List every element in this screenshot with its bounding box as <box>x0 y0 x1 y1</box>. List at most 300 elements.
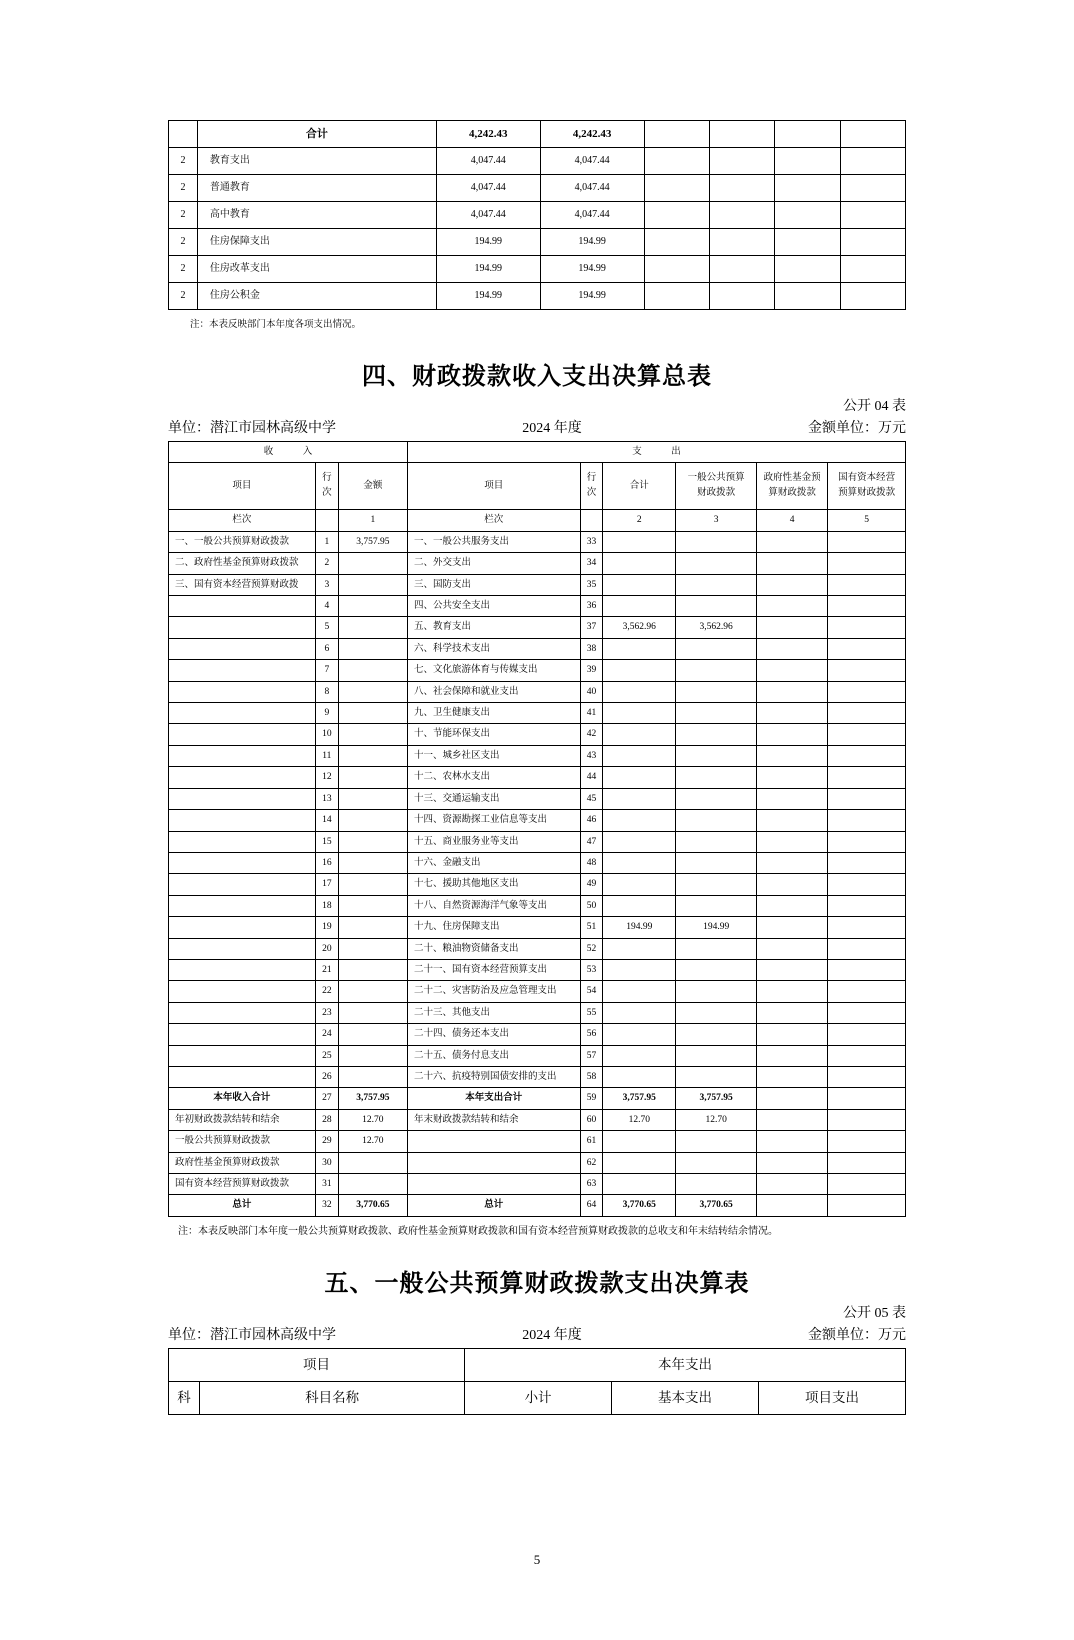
table-row <box>169 1088 906 1109</box>
table-row <box>169 788 906 809</box>
cell-income-rowno: 12 <box>315 767 338 788</box>
cell-income-amount <box>338 638 407 659</box>
col-index-3: 3 <box>676 510 757 531</box>
year-label-5: 2024 年度 <box>522 1327 582 1343</box>
cell-expense-item: 年末财政拨款结转和结余 <box>407 1109 580 1130</box>
cell-expense-rowno: 64 <box>580 1195 603 1216</box>
cell-expense-total <box>603 1131 676 1152</box>
cell-general-budget <box>676 895 757 916</box>
cell-expense-item: 十七、援助其他地区支出 <box>407 874 580 895</box>
cell-expense-rowno: 50 <box>580 895 603 916</box>
cell-state-capital <box>828 745 906 766</box>
cell-expense-item: 十二、农林水支出 <box>407 767 580 788</box>
cell-blank <box>840 256 905 283</box>
cell-blank <box>709 121 774 148</box>
cell-expense-item <box>407 1131 580 1152</box>
header-col-label-left: 栏次 <box>169 510 316 531</box>
table-note-4: 注：本表反映部门本年度一般公共预算财政拨款、政府性基金预算财政拨款和国有资本经营预算财政拨款的总收支和年末结转结余情况。 <box>178 1225 778 1237</box>
cell-general-budget <box>676 681 757 702</box>
cell-income-amount <box>338 1174 407 1195</box>
cell-general-budget <box>676 810 757 831</box>
table-row <box>169 531 906 552</box>
cell-expense-total <box>603 660 676 681</box>
cell-gov-fund <box>757 1174 828 1195</box>
cell-expense-item: 十九、住房保障支出 <box>407 917 580 938</box>
table-row <box>169 810 906 831</box>
cell-income-rowno: 15 <box>315 831 338 852</box>
cell-income-item <box>169 596 316 617</box>
cell-v2: 194.99 <box>540 256 644 283</box>
cell-income-item <box>169 959 316 980</box>
cell-expense-item: 二十三、其他支出 <box>407 1002 580 1023</box>
cell-gov-fund <box>757 788 828 809</box>
cell-blank <box>840 175 905 202</box>
cell-expense-item: 六、科学技术支出 <box>407 638 580 659</box>
table-row <box>169 1174 906 1195</box>
cell-expense-rowno: 34 <box>580 553 603 574</box>
cell-code: 2 <box>169 283 198 310</box>
cell-general-budget <box>676 852 757 873</box>
header-expense-total: 合计 <box>603 463 676 510</box>
cell-expense-total <box>603 788 676 809</box>
cell-expense-rowno: 58 <box>580 1066 603 1087</box>
cell-state-capital <box>828 895 906 916</box>
cell-blank <box>644 175 709 202</box>
cell-income-amount <box>338 745 407 766</box>
cell-state-capital <box>828 1131 906 1152</box>
cell-expense-total <box>603 831 676 852</box>
cell-general-budget <box>676 1174 757 1195</box>
header-col-general: 一般公共预算 财政拨款 <box>676 463 757 510</box>
cell-expense-item: 总计 <box>407 1195 580 1216</box>
cell-expense-item: 二十一、国有资本经营预算支出 <box>407 959 580 980</box>
cell-expense-item: 七、文化旅游体育与传媒支出 <box>407 660 580 681</box>
header-col-capital: 国有资本经营 预算财政拨款 <box>828 463 906 510</box>
cell-income-rowno: 32 <box>315 1195 338 1216</box>
cell-gov-fund <box>757 681 828 702</box>
cell-v2: 194.99 <box>540 283 644 310</box>
table-row <box>169 175 906 202</box>
cell-gov-fund <box>757 1195 828 1216</box>
cell-general-budget <box>676 767 757 788</box>
cell-expense-item: 四、公共安全支出 <box>407 596 580 617</box>
cell-gov-fund <box>757 852 828 873</box>
cell-gov-fund <box>757 831 828 852</box>
cell-expense-item: 八、社会保障和就业支出 <box>407 681 580 702</box>
cell-state-capital <box>828 1024 906 1045</box>
cell-expense-total: 3,757.95 <box>603 1088 676 1109</box>
cell-state-capital <box>828 852 906 873</box>
table-row <box>169 202 906 229</box>
table-row <box>169 745 906 766</box>
cell-income-rowno: 20 <box>315 938 338 959</box>
cell-general-budget <box>676 1002 757 1023</box>
amount-unit-4: 金额单位：万元 <box>808 421 906 436</box>
table-row <box>169 617 906 638</box>
cell-income-rowno: 29 <box>315 1131 338 1152</box>
cell-income-amount <box>338 917 407 938</box>
table-subheader-row <box>169 1381 906 1414</box>
cell-name: 住房保障支出 <box>197 229 436 256</box>
cell-income-item <box>169 788 316 809</box>
col-index-4: 4 <box>757 510 828 531</box>
cell-expense-item: 十六、金融支出 <box>407 852 580 873</box>
cell-blank <box>644 121 709 148</box>
cell-blank <box>840 121 905 148</box>
cell-expense-total: 194.99 <box>603 917 676 938</box>
cell-state-capital <box>828 1088 906 1109</box>
cell-expense-total <box>603 959 676 980</box>
cell-expense-rowno: 57 <box>580 1045 603 1066</box>
cell-general-budget <box>676 724 757 745</box>
cell-v1: 194.99 <box>436 229 540 256</box>
cell-expense-item: 十一、城乡社区支出 <box>407 745 580 766</box>
cell-blank <box>644 256 709 283</box>
cell-income-amount <box>338 596 407 617</box>
unit-label-5: 单位：潜江市园林高级中学 <box>168 1327 336 1343</box>
cell-gov-fund <box>757 895 828 916</box>
table-row <box>169 895 906 916</box>
cell-income-item <box>169 617 316 638</box>
cell-state-capital <box>828 703 906 724</box>
cell-state-capital <box>828 917 906 938</box>
amount-unit-5: 金额单位：万元 <box>808 1327 906 1343</box>
cell-income-item <box>169 1045 316 1066</box>
cell-expense-rowno: 53 <box>580 959 603 980</box>
cell-expense-total <box>603 681 676 702</box>
cell-expense-rowno: 63 <box>580 1174 603 1195</box>
cell-blank <box>315 510 338 531</box>
cell-income-item <box>169 895 316 916</box>
cell-income-item <box>169 810 316 831</box>
header-subtotal: 小计 <box>465 1381 612 1414</box>
cell-income-item <box>169 938 316 959</box>
cell-blank <box>709 256 774 283</box>
cell-income-rowno: 13 <box>315 788 338 809</box>
cell-expense-total <box>603 874 676 895</box>
header-income-amount: 金额 <box>338 463 407 510</box>
cell-expense-rowno: 49 <box>580 874 603 895</box>
cell-state-capital <box>828 874 906 895</box>
cell-expense-rowno: 61 <box>580 1131 603 1152</box>
cell-income-rowno: 26 <box>315 1066 338 1087</box>
table-row <box>169 596 906 617</box>
cell-v2: 194.99 <box>540 229 644 256</box>
cell-income-item: 总计 <box>169 1195 316 1216</box>
cell-state-capital <box>828 724 906 745</box>
cell-state-capital <box>828 1174 906 1195</box>
table-row <box>169 553 906 574</box>
cell-general-budget <box>676 959 757 980</box>
cell-income-amount <box>338 938 407 959</box>
cell-name: 普通教育 <box>197 175 436 202</box>
cell-income-item: 三、国有资本经营预算财政拨 <box>169 574 316 595</box>
cell-gov-fund <box>757 617 828 638</box>
cell-expense-total <box>603 1174 676 1195</box>
cell-income-amount <box>338 660 407 681</box>
cell-state-capital <box>828 617 906 638</box>
cell-income-amount <box>338 681 407 702</box>
cell-gov-fund <box>757 981 828 1002</box>
cell-expense-rowno: 40 <box>580 681 603 702</box>
cell-state-capital <box>828 1152 906 1173</box>
cell-state-capital <box>828 1109 906 1130</box>
year-label-4: 2024 年度 <box>522 421 582 436</box>
cell-income-item <box>169 852 316 873</box>
cell-blank <box>775 175 840 202</box>
table-header-row <box>169 463 906 510</box>
table-row <box>169 148 906 175</box>
cell-name: 住房改革支出 <box>197 256 436 283</box>
cell-expense-item: 十三、交通运输支出 <box>407 788 580 809</box>
cell-blank <box>840 229 905 256</box>
cell-general-budget <box>676 531 757 552</box>
cell-income-item <box>169 703 316 724</box>
page-number: 5 <box>533 1552 541 1567</box>
cell-state-capital <box>828 681 906 702</box>
cell-state-capital <box>828 959 906 980</box>
cell-blank <box>644 148 709 175</box>
cell-blank <box>644 229 709 256</box>
cell-blank <box>709 229 774 256</box>
cell-state-capital <box>828 788 906 809</box>
cell-name: 住房公积金 <box>197 283 436 310</box>
cell-general-budget <box>676 1066 757 1087</box>
cell-income-rowno: 19 <box>315 917 338 938</box>
cell-income-amount <box>338 852 407 873</box>
cell-gov-fund <box>757 660 828 681</box>
cell-code: 2 <box>169 256 198 283</box>
cell-expense-total <box>603 767 676 788</box>
cell-income-item <box>169 1024 316 1045</box>
cell-gov-fund <box>757 767 828 788</box>
cell-general-budget <box>676 745 757 766</box>
header-expense-rowno: 行 次 <box>580 463 603 510</box>
cell-income-rowno: 28 <box>315 1109 338 1130</box>
table-row <box>169 1152 906 1173</box>
cell-gov-fund <box>757 938 828 959</box>
cell-v1: 4,047.44 <box>436 148 540 175</box>
table-row <box>169 938 906 959</box>
table-row <box>169 1131 906 1152</box>
cell-state-capital <box>828 767 906 788</box>
cell-income-rowno: 24 <box>315 1024 338 1045</box>
fiscal-allocation-summary-table <box>168 441 906 1217</box>
header-ke-name: 科目名称 <box>200 1381 465 1414</box>
cell-state-capital <box>828 1195 906 1216</box>
cell-income-rowno: 22 <box>315 981 338 1002</box>
cell-state-capital <box>828 810 906 831</box>
cell-income-item <box>169 724 316 745</box>
cell-state-capital <box>828 981 906 1002</box>
cell-general-budget <box>676 1152 757 1173</box>
cell-income-rowno: 16 <box>315 852 338 873</box>
cell-expense-item: 十、节能环保支出 <box>407 724 580 745</box>
cell-income-rowno: 31 <box>315 1174 338 1195</box>
cell-state-capital <box>828 831 906 852</box>
cell-expense-total: 12.70 <box>603 1109 676 1130</box>
cell-expense-total <box>603 1066 676 1087</box>
table-row <box>169 1045 906 1066</box>
cell-expense-total <box>603 531 676 552</box>
cell-gov-fund <box>757 1088 828 1109</box>
table-row <box>169 852 906 873</box>
cell-name: 合计 <box>197 121 436 148</box>
cell-gov-fund <box>757 1152 828 1173</box>
cell-income-rowno: 5 <box>315 617 338 638</box>
cell-expense-rowno: 62 <box>580 1152 603 1173</box>
cell-income-rowno: 27 <box>315 1088 338 1109</box>
cell-gov-fund <box>757 553 828 574</box>
cell-expense-rowno: 46 <box>580 810 603 831</box>
cell-income-amount <box>338 1024 407 1045</box>
cell-income-item: 年初财政拨款结转和结余 <box>169 1109 316 1130</box>
cell-v2: 4,242.43 <box>540 121 644 148</box>
section-title-5: 五、一般公共预算财政拨款支出决算表 <box>324 1269 750 1297</box>
cell-general-budget <box>676 660 757 681</box>
cell-blank <box>775 202 840 229</box>
cell-income-amount: 3,770.65 <box>338 1195 407 1216</box>
cell-expense-rowno: 47 <box>580 831 603 852</box>
header-current-year: 本年支出 <box>465 1348 906 1381</box>
table-meta-4 <box>168 417 906 437</box>
cell-income-amount <box>338 617 407 638</box>
cell-income-item <box>169 767 316 788</box>
table-row <box>169 574 906 595</box>
cell-income-item <box>169 917 316 938</box>
cell-gov-fund <box>757 959 828 980</box>
cell-expense-item: 十四、资源勘探工业信息等支出 <box>407 810 580 831</box>
cell-v1: 4,047.44 <box>436 175 540 202</box>
header-ke: 科 <box>169 1381 200 1414</box>
cell-general-budget <box>676 1045 757 1066</box>
header-col-label-right: 栏次 <box>407 510 580 531</box>
cell-income-item: 国有资本经营预算财政拨款 <box>169 1174 316 1195</box>
header-basic: 基本支出 <box>612 1381 759 1414</box>
public-table-no-4: 公开 04 表 <box>843 399 906 414</box>
cell-expense-item: 十八、自然资源海洋气象等支出 <box>407 895 580 916</box>
cell-expense-rowno: 41 <box>580 703 603 724</box>
table-column-index-row <box>169 510 906 531</box>
cell-gov-fund <box>757 531 828 552</box>
cell-expense-rowno: 39 <box>580 660 603 681</box>
cell-expense-rowno: 56 <box>580 1024 603 1045</box>
table-row <box>169 283 906 310</box>
cell-v2: 4,047.44 <box>540 148 644 175</box>
cell-expense-total <box>603 1024 676 1045</box>
table-row <box>169 981 906 1002</box>
cell-expense-total <box>603 895 676 916</box>
cell-expense-item: 二十、粮油物资储备支出 <box>407 938 580 959</box>
cell-blank <box>709 148 774 175</box>
cell-income-rowno: 23 <box>315 1002 338 1023</box>
cell-income-amount: 3,757.95 <box>338 531 407 552</box>
cell-gov-fund <box>757 724 828 745</box>
cell-blank <box>775 256 840 283</box>
cell-expense-total <box>603 574 676 595</box>
cell-income-rowno: 10 <box>315 724 338 745</box>
cell-v1: 4,242.43 <box>436 121 540 148</box>
cell-general-budget <box>676 596 757 617</box>
cell-gov-fund <box>757 810 828 831</box>
cell-expense-rowno: 42 <box>580 724 603 745</box>
cell-expense-total <box>603 596 676 617</box>
cell-expense-rowno: 51 <box>580 917 603 938</box>
cell-expense-total <box>603 1152 676 1173</box>
header-item: 项目 <box>169 1348 465 1381</box>
cell-code <box>169 121 198 148</box>
cell-blank <box>644 283 709 310</box>
cell-blank <box>775 229 840 256</box>
cell-income-rowno: 4 <box>315 596 338 617</box>
cell-v2: 4,047.44 <box>540 202 644 229</box>
cell-income-item: 二、政府性基金预算财政拨款 <box>169 553 316 574</box>
cell-expense-total <box>603 724 676 745</box>
cell-expense-rowno: 45 <box>580 788 603 809</box>
cell-general-budget: 194.99 <box>676 917 757 938</box>
cell-income-amount <box>338 724 407 745</box>
cell-income-rowno: 3 <box>315 574 338 595</box>
table-row <box>169 831 906 852</box>
cell-income-item <box>169 745 316 766</box>
table-body <box>169 442 906 532</box>
cell-general-budget: 3,770.65 <box>676 1195 757 1216</box>
cell-gov-fund <box>757 638 828 659</box>
cell-expense-rowno: 52 <box>580 938 603 959</box>
cell-expense-item: 本年支出合计 <box>407 1088 580 1109</box>
table-row <box>169 229 906 256</box>
cell-expense-item <box>407 1152 580 1173</box>
cell-blank <box>580 510 603 531</box>
cell-name: 教育支出 <box>197 148 436 175</box>
general-budget-expenditure-table <box>168 1348 906 1415</box>
cell-state-capital <box>828 1045 906 1066</box>
table-row <box>169 1066 906 1087</box>
cell-code: 2 <box>169 202 198 229</box>
cell-general-budget <box>676 1131 757 1152</box>
table-row <box>169 917 906 938</box>
cell-expense-item: 五、教育支出 <box>407 617 580 638</box>
cell-expense-total <box>603 638 676 659</box>
cell-income-amount <box>338 874 407 895</box>
table-row <box>169 767 906 788</box>
cell-code: 2 <box>169 148 198 175</box>
cell-v1: 194.99 <box>436 256 540 283</box>
cell-expense-item: 一、一般公共服务支出 <box>407 531 580 552</box>
cell-income-amount: 3,757.95 <box>338 1088 407 1109</box>
cell-expense-item: 十五、商业服务业等支出 <box>407 831 580 852</box>
table-note: 注：本表反映部门本年度各项支出情况。 <box>190 320 362 330</box>
cell-income-item <box>169 981 316 1002</box>
cell-general-budget <box>676 788 757 809</box>
cell-income-amount <box>338 810 407 831</box>
cell-blank <box>775 121 840 148</box>
table-row <box>169 256 906 283</box>
cell-expense-rowno: 38 <box>580 638 603 659</box>
cell-gov-fund <box>757 1002 828 1023</box>
cell-v1: 194.99 <box>436 283 540 310</box>
cell-gov-fund <box>757 917 828 938</box>
cell-expense-item: 二十四、债务还本支出 <box>407 1024 580 1045</box>
document-page <box>0 120 1074 1640</box>
cell-income-amount <box>338 981 407 1002</box>
cell-expense-total <box>603 553 676 574</box>
cell-expense-total <box>603 1002 676 1023</box>
cell-income-amount <box>338 788 407 809</box>
table-body <box>169 121 906 310</box>
cell-expense-total <box>603 810 676 831</box>
cell-state-capital <box>828 938 906 959</box>
